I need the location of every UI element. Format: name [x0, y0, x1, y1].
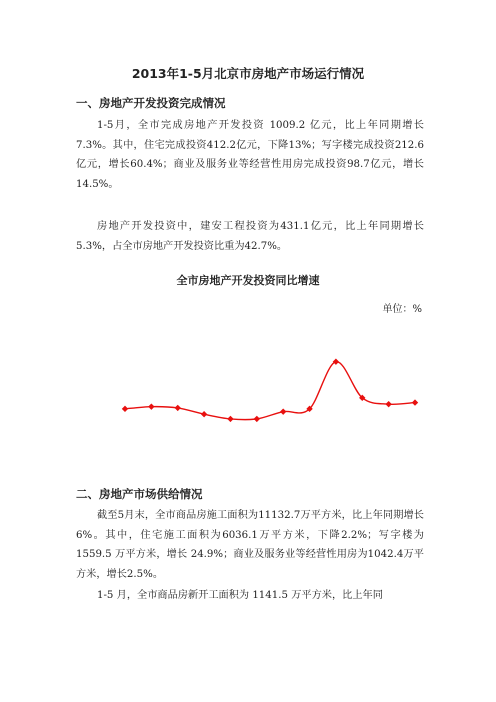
section-heading-investment: 一、房地产开发投资完成情况: [76, 96, 226, 110]
data-point-2: [148, 403, 154, 409]
chart-unit-label: 单位：%: [382, 304, 422, 315]
paragraph-construction-investment: 房地产开发投资中，建安工程投资为431.1亿元，比上年同期增长5.3%，占全市房地产开发投资比重为42.7%。: [76, 221, 424, 252]
data-point-11: [385, 401, 391, 407]
data-point-6: [254, 416, 260, 422]
chart-title: 全市房地产开发投资同比增速: [176, 274, 320, 287]
data-point-9: [333, 359, 339, 365]
section-heading-supply: 二、房地产市场供给情况: [76, 487, 203, 501]
series-line: [125, 362, 415, 420]
investment-growth-line-chart: [115, 330, 425, 450]
paragraph-investment-summary: 1-5月，全市完成房地产开发投资 1009.2 亿元，比上年同期增长7.3%。其中，住宅完成投资412.2亿元，下降13%；写字楼完成投资212.6亿元，增长60.4%；商业及服务业等经营性用房完成投资98.7亿元，增长14.5%。: [76, 120, 424, 190]
data-point-3: [175, 405, 181, 411]
paragraph-construction-area: 截至5月末，全市商品房施工面积为11132.7万平方米，比上年同期增长6%。其中，住宅施工面积为6036.1万平方米，下降2.2%；写字楼为 1559.5 万平方米，增长 24.9%；商业及服务业等经营性用房为1042.4万平方米，增长2.5%。: [76, 510, 424, 580]
data-point-7: [280, 408, 286, 414]
paragraph-new-construction: 1-5 月，全市商品房新开工面积为 1141.5 万平方米，比上年同: [97, 590, 383, 601]
data-point-12: [412, 399, 418, 405]
data-point-5: [227, 416, 233, 422]
data-point-1: [122, 406, 128, 412]
document-title: 2013年1-5月北京市房地产市场运行情况: [131, 66, 365, 81]
data-point-4: [201, 411, 207, 417]
